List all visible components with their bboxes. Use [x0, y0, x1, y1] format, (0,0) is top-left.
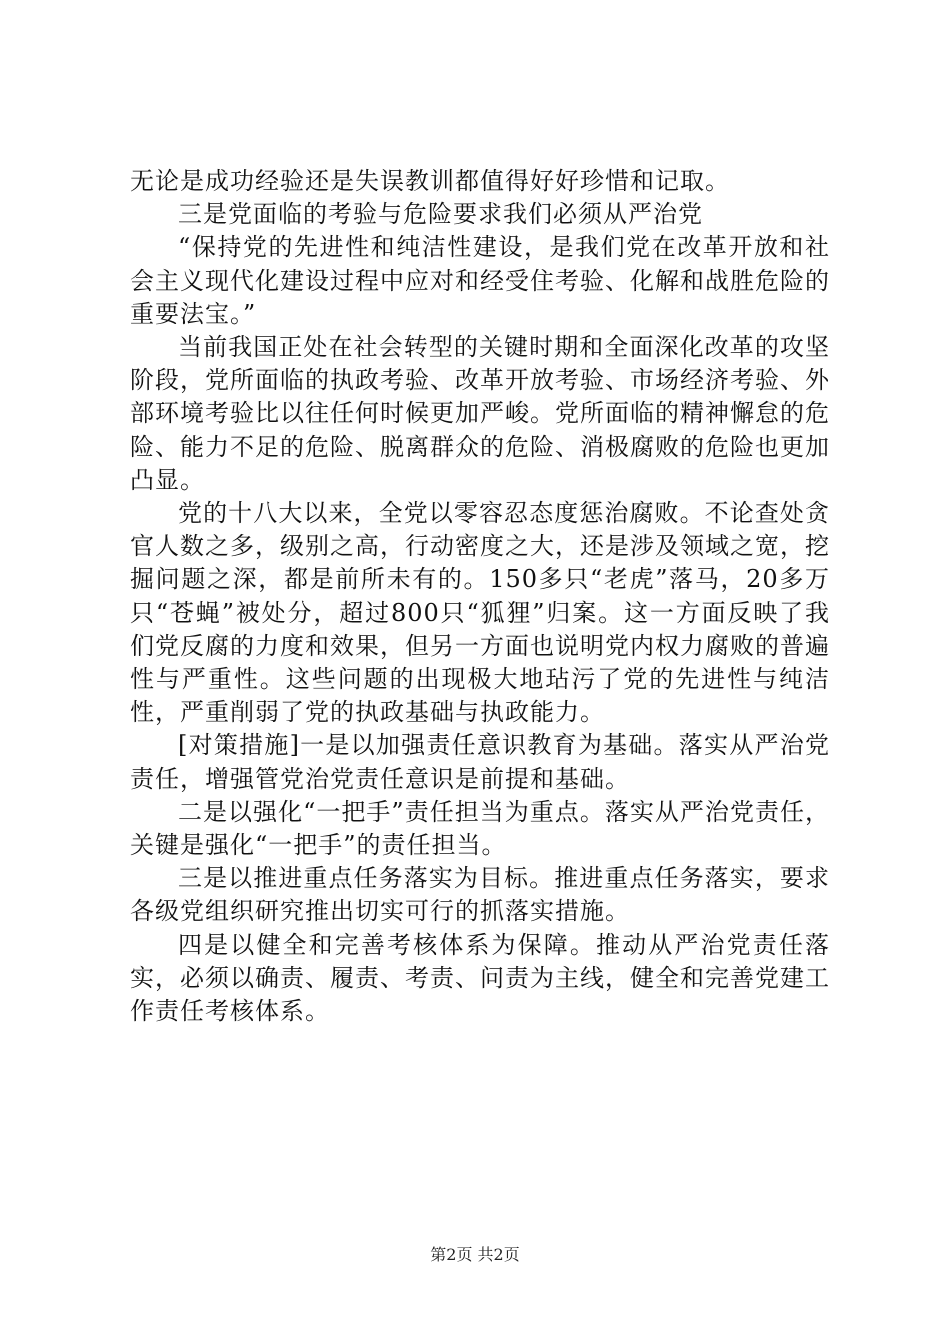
paragraph: 四是以健全和完善考核体系为保障。推动从严治党责任落实，必须以确责、履责、考责、问责为主线，健全和完善党建工作责任考核体系。: [130, 930, 830, 1026]
page-number-footer: 第2页 共2页: [430, 1245, 520, 1264]
paragraph-quote: “保持党的先进性和纯洁性建设，是我们党在改革开放和社会主义现代化建设过程中应对和经受住考验、化解和战胜危险的重要法宝。”: [130, 233, 830, 328]
paragraph: 党的十八大以来，全党以零容忍态度惩治腐败。不论查处贪官人数之多，级别之高，行动密度之大，还是涉及领域之宽，挖掘问题之深，都是前所未有的。150多只“老虎”落马，20多万只“苍蝇”被处分，超过800只“狐狸”归案。这一方面反映了我们党反腐的力度和效果，但另一方面也说明党内权力腐败的普遍性与严重性。这些问题的出现极大地玷污了党的先进性与纯洁性，严重削弱了党的执政基础与执政能力。: [130, 499, 830, 727]
paragraph-continuation: 无论是成功经验还是失误教训都值得好好珍惜和记取。: [130, 167, 730, 195]
paragraph-measures: [对策措施]一是以加强责任意识教育为基础。落实从严治党责任，增强管党治党责任意识是前提和基础。: [130, 731, 830, 793]
paragraph: 二是以强化“一把手”责任担当为重点。落实从严治党责任，关键是强化“一把手”的责任担当。: [130, 797, 830, 860]
document-body: [130, 165, 830, 1028]
paragraph: 当前我国正处在社会转型的关键时期和全面深化改革的攻坚阶段，党所面临的执政考验、改革开放考验、市场经济考验、外部环境考验比以往任何时候更加严峻。党所面临的精神懈怠的危险、能力不足的危险、脱离群众的危险、消极腐败的危险也更加凸显。: [130, 333, 830, 494]
section-heading: 三是党面临的考验与危险要求我们必须从严治党: [178, 200, 703, 229]
paragraph: 三是以推进重点任务落实为目标。推进重点任务落实，要求各级党组织研究推出切实可行的抓落实措施。: [130, 864, 830, 926]
